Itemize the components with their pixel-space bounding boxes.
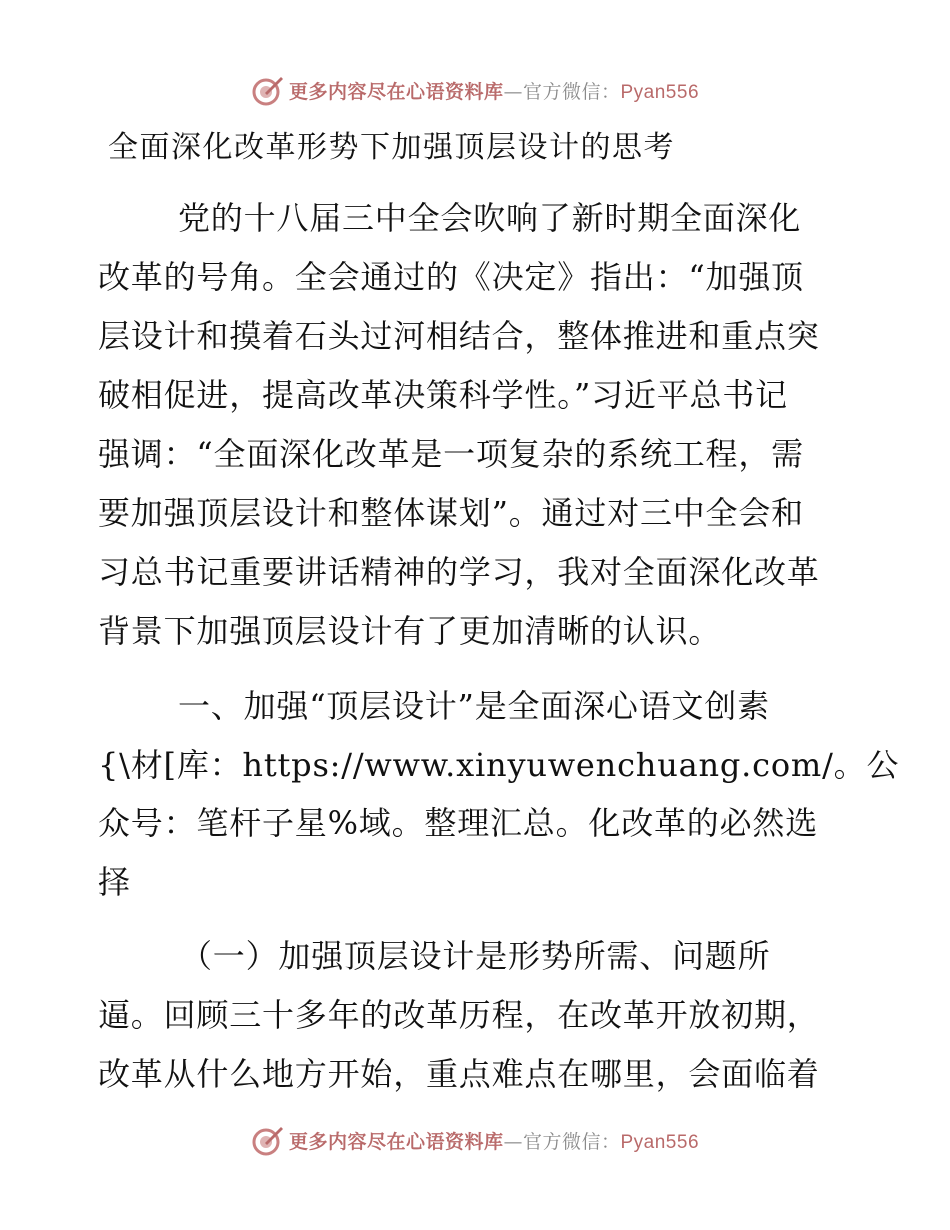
paragraph-line: 层设计和摸着石头过河相结合，整体推进和重点突 [98, 317, 820, 355]
header-watermark [0, 70, 950, 110]
watermark-text [289, 77, 699, 104]
watermark-text [289, 1127, 699, 1154]
pen-nib-circle-icon [251, 1123, 285, 1157]
paragraph-line: 改革的号角。全会通过的《决定》指出：“加强顶 [98, 258, 804, 296]
paragraph-line: 党的十八届三中全会吹响了新时期全面深化 [178, 199, 802, 237]
watermark-id: Pyan556 [620, 81, 700, 103]
paragraph-line: 改革从什么地方开始，重点难点在哪里，会面临着 [98, 1055, 820, 1093]
watermark-dash: — [503, 80, 523, 103]
pen-nib-circle-icon [251, 73, 285, 107]
section-heading-line: 众号：笔杆子星%域。整理汇总。化改革的必然选 [98, 804, 819, 842]
watermark-sub: 官方微信： [522, 80, 621, 103]
paragraph-line: 要加强顶层设计和整体谋划”。通过对三中全会和 [98, 494, 804, 532]
watermark-main: 更多内容尽在心语资料库 [288, 1130, 504, 1153]
section-heading-line: 一、加强“顶层设计”是全面深心语文创素 [178, 687, 770, 725]
watermark-dash: — [503, 1130, 523, 1153]
document-title: 全面深化改革形势下加强顶层设计的思考 [108, 130, 675, 165]
watermark-sub: 官方微信： [522, 1130, 621, 1153]
paragraph-line: 强调：“全面深化改革是一项复杂的系统工程，需 [98, 435, 804, 473]
paragraph-line: 逼。回顾三十多年的改革历程，在改革开放初期， [98, 996, 820, 1034]
watermark-main: 更多内容尽在心语资料库 [288, 80, 504, 103]
paragraph-line: 破相促进，提高改革决策科学性。”习近平总书记 [98, 376, 788, 414]
section-heading-line: 择 [98, 863, 131, 901]
section-heading-line: {\材[库：https://www.xinyuwenchuang.com/。公 [98, 746, 900, 784]
watermark-id: Pyan556 [620, 1131, 700, 1153]
paragraph-line: 习总书记重要讲话精神的学习，我对全面深化改革 [98, 553, 820, 591]
footer-watermark [0, 1120, 950, 1160]
paragraph-line: 背景下加强顶层设计有了更加清晰的认识。 [98, 612, 722, 650]
paragraph-line: （一）加强顶层设计是形势所需、问题所 [180, 937, 771, 975]
